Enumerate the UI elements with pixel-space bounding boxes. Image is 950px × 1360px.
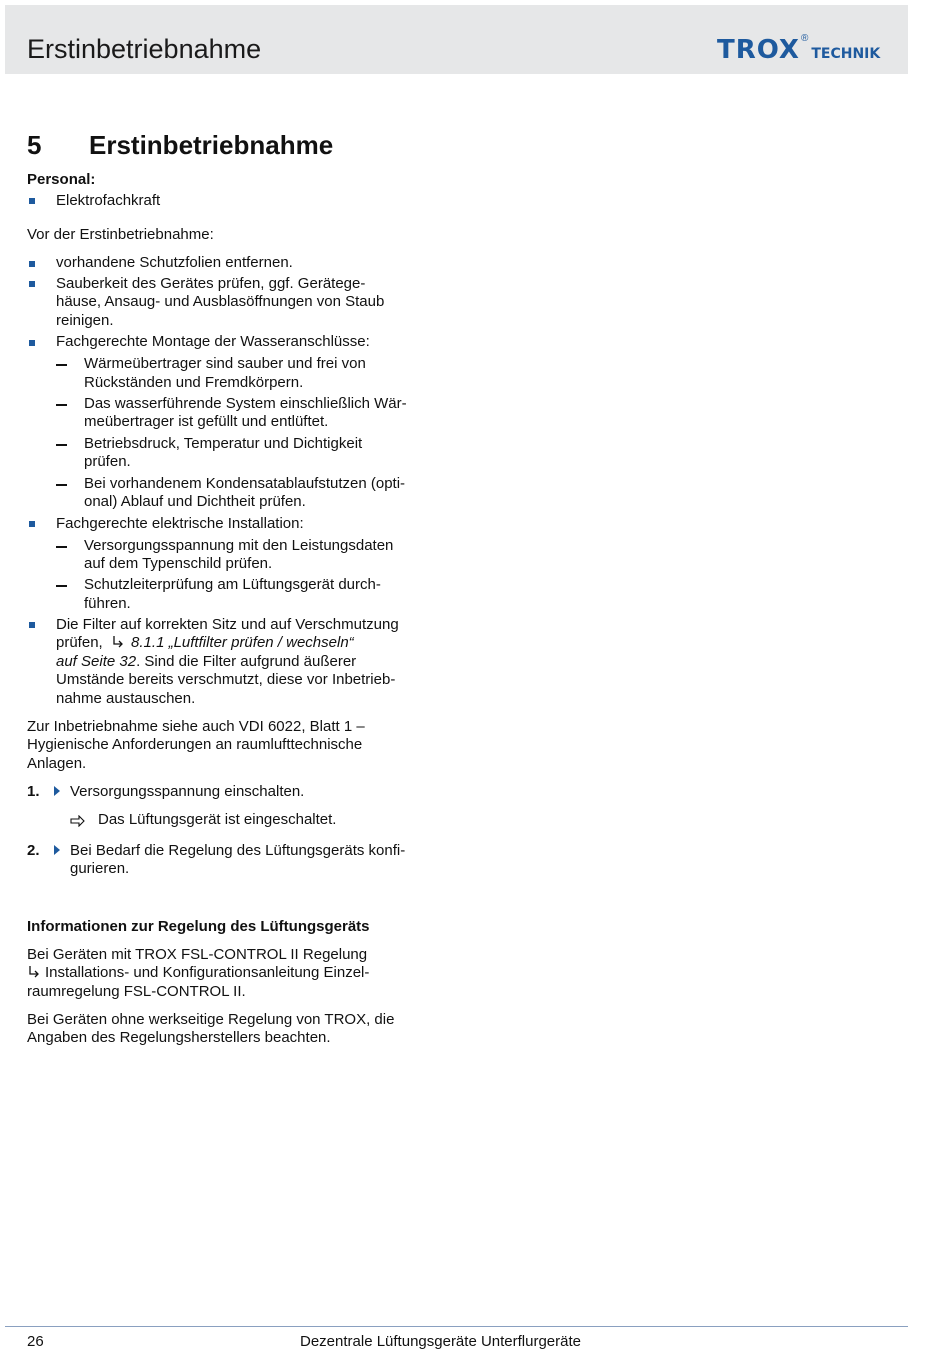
list-item: Fachgerechte Montage der Wasseranschlüsse: xyxy=(56,333,370,350)
step-triangle-icon xyxy=(54,845,60,855)
paragraph-line: Anlagen. xyxy=(27,755,87,772)
footer-title: Dezentrale Lüftungsgeräte Unterflurgeräte xyxy=(300,1333,582,1350)
step-text: Versorgungsspannung einschalten. xyxy=(70,783,305,800)
reference-text: Installations- und Konfigurationsanleitung Einzel- xyxy=(45,964,370,981)
reference-arrow-icon xyxy=(111,635,125,649)
result-arrow-icon xyxy=(70,814,86,826)
paragraph-line: Hygienische Anforderungen an raumlufttechnische xyxy=(27,736,363,753)
list-item: Umstände bereits verschmutzt, diese vor Inbetrieb- xyxy=(56,671,396,688)
step-number: 2. xyxy=(27,842,40,859)
dash-icon xyxy=(56,546,67,548)
sub-list-item: Versorgungsspannung mit den Leistungsdaten xyxy=(84,537,394,554)
list-item-text: prüfen, xyxy=(56,634,103,651)
chapter-number: 5 xyxy=(27,130,42,160)
step-triangle-icon xyxy=(54,786,60,796)
info-heading: Informationen zur Regelung des Lüftungsgeräts xyxy=(27,918,370,935)
dash-icon xyxy=(56,585,67,587)
list-item: Fachgerechte elektrische Installation: xyxy=(56,515,304,532)
step-text: gurieren. xyxy=(70,860,130,877)
bullet-square-icon xyxy=(29,281,35,287)
sub-list-item: prüfen. xyxy=(84,453,131,470)
step-text: Bei Bedarf die Regelung des Lüftungsgeräts konfi- xyxy=(70,842,406,859)
bullet-square-icon xyxy=(29,261,35,267)
before-label: Vor der Erstinbetriebnahme: xyxy=(27,226,214,243)
bullet-square-icon xyxy=(29,622,35,628)
paragraph-ref-line xyxy=(27,964,369,983)
sub-list-item: auf dem Typenschild prüfen. xyxy=(84,555,273,572)
step-number: 1. xyxy=(27,783,40,800)
sub-list-item: Betriebsdruck, Temperatur und Dichtigkeit xyxy=(84,435,363,452)
sub-list-item: Rückständen und Fremdkörpern. xyxy=(84,374,304,391)
header-title: Erstinbetriebnahme xyxy=(27,34,262,64)
page-header xyxy=(5,5,908,74)
paragraph-line: raumregelung FSL-CONTROL II. xyxy=(27,983,246,1000)
trox-logo xyxy=(717,35,880,65)
sub-list-item: meübertrager ist gefüllt und entlüftet. xyxy=(84,413,329,430)
paragraph-line: Bei Geräten ohne werkseitige Regelung von TROX, die xyxy=(27,1011,395,1028)
paragraph-line: Bei Geräten mit TROX FSL-CONTROL II Regelung xyxy=(27,946,368,963)
list-item: nahme austauschen. xyxy=(56,690,196,707)
chapter-heading xyxy=(27,130,333,161)
sub-list-item: onal) Ablauf und Dichtheit prüfen. xyxy=(84,493,306,510)
bullet-square-icon xyxy=(29,340,35,346)
list-item-text: . Sind die Filter aufgrund äußerer xyxy=(136,653,357,670)
bullet-square-icon xyxy=(29,198,35,204)
dash-icon xyxy=(56,444,67,446)
logo-registered-mark: ® xyxy=(800,33,809,44)
reference-arrow-icon xyxy=(27,965,41,979)
dash-icon xyxy=(56,364,67,366)
list-item: Die Filter auf korrekten Sitz und auf Verschmutzung xyxy=(56,616,399,633)
list-item: häuse, Ansaug- und Ausblasöffnungen von Staub xyxy=(56,293,385,310)
sub-list-item: Das wasserführende System einschließlich Wär- xyxy=(84,395,407,412)
page-number: 26 xyxy=(27,1333,44,1350)
personal-label: Personal: xyxy=(27,171,96,188)
paragraph-line: Zur Inbetriebnahme siehe auch VDI 6022, Blatt 1 – xyxy=(27,718,365,735)
logo-main-text: TROX xyxy=(717,35,800,65)
step-result: Das Lüftungsgerät ist eingeschaltet. xyxy=(98,811,337,828)
sub-list-item: Wärmeübertrager sind sauber und frei von xyxy=(84,355,366,372)
dash-icon xyxy=(56,404,67,406)
chapter-title: Erstinbetriebnahme xyxy=(89,130,334,160)
paragraph-line: Angaben des Regelungsherstellers beachten. xyxy=(27,1029,331,1046)
list-item-ref-line xyxy=(56,653,356,672)
list-item: vorhandene Schutzfolien entfernen. xyxy=(56,254,293,271)
sub-list-item: Bei vorhandenem Kondensatablaufstutzen (opti- xyxy=(84,475,406,492)
dash-icon xyxy=(56,484,67,486)
logo-sub-text: TECHNIK xyxy=(811,46,881,62)
list-item-ref-line xyxy=(56,634,354,653)
sub-list-item: führen. xyxy=(84,595,131,612)
cross-reference-link[interactable]: 8.1.1 „Luftfilter prüfen / wechseln“ xyxy=(131,634,354,651)
cross-reference-link[interactable]: auf Seite 32 xyxy=(56,653,137,670)
personal-item: Elektrofachkraft xyxy=(56,192,161,209)
sub-list-item: Schutzleiterprüfung am Lüftungsgerät durch- xyxy=(84,576,381,593)
footer-divider xyxy=(5,1326,908,1327)
list-item: reinigen. xyxy=(56,312,114,329)
list-item: Sauberkeit des Gerätes prüfen, ggf. Gerätege- xyxy=(56,275,366,292)
bullet-square-icon xyxy=(29,521,35,527)
